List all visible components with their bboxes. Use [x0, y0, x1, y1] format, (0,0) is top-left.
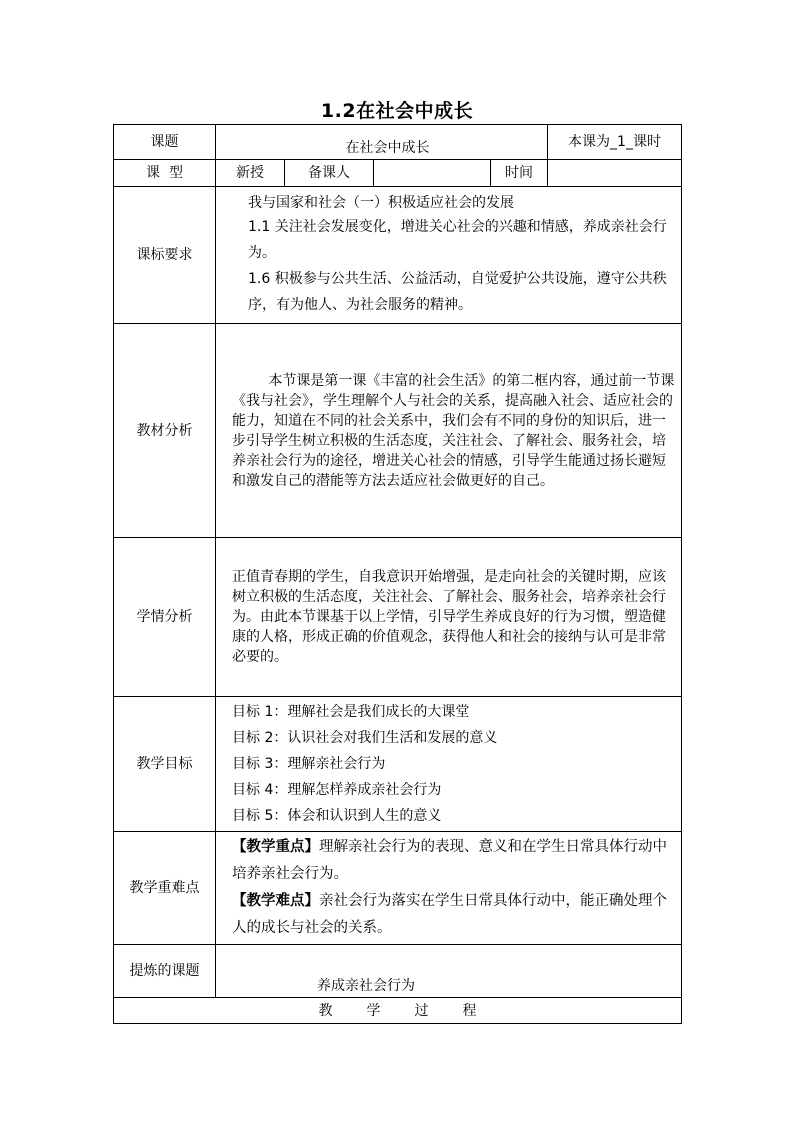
goal-item: 目标 3：理解亲社会行为: [232, 756, 386, 772]
difficult-point-tag: 【教学难点】: [232, 893, 319, 909]
type-row: [114, 160, 682, 187]
preparer-label: 备课人: [285, 160, 374, 187]
type-label: 课 型: [114, 160, 216, 187]
goal-item: 目标 2：认识社会对我们生活和发展的意义: [232, 730, 498, 746]
goal-item: 目标 1：理解社会是我们成长的大课堂: [232, 704, 470, 720]
topic-label: 课题: [114, 125, 216, 160]
standards-item: 1.6 积极参与公共生活、公益活动，自觉爱护公共设施，遵守公共秩序，有为他人、为社会服务的精神。: [248, 271, 667, 313]
standards-label: 课标要求: [114, 187, 216, 324]
standards-item: 1.1 关注社会发展变化，增进关心社会的兴趣和情感，养成亲社会行为。: [248, 219, 667, 261]
goal-item: 目标 4：理解怎样养成亲社会行为: [232, 782, 442, 798]
goal-item: 目标 5：体会和认识到人生的意义: [232, 808, 442, 824]
type-value: 新授: [216, 160, 285, 187]
refined-topic-label: 提炼的课题: [114, 945, 216, 998]
key-point-text: 理解亲社会行为的表现、意义和在学生日常具体行动中培养亲社会行为。: [232, 839, 667, 882]
goals-row: [114, 697, 682, 832]
preparer-value: [374, 160, 491, 187]
lesson-plan-table: [113, 124, 682, 1024]
students-text: 正值青春期的学生，自我意识开始增强，是走向社会的关键时期，应该树立积极的生活态度，关注社会、了解社会、服务社会，培养亲社会行为。由此本节课基于以上学情，引导学生养成良好的行为习惯，塑造健康的人格，形成正确的价值观念，获得他人和社会的接纳与认可是非常必要的。: [216, 538, 682, 697]
page-title: 1.2在社会中成长: [320, 100, 474, 122]
topic-row: [114, 125, 682, 160]
material-row: [114, 324, 682, 538]
topic-value: 在社会中成长: [216, 125, 548, 160]
material-label: 教材分析: [114, 324, 216, 538]
goals-label: 教学目标: [114, 697, 216, 832]
students-row: [114, 538, 682, 697]
material-text: 本节课是第一课《丰富的社会生活》的第二框内容，通过前一节课《我与社会》，学生理解个人与社会的关系，提高融入社会、适应社会的能力，知道在不同的社会关系中，我们会有不同的身份的知识后，进一步引导学生树立积极的生活态度，关注社会、了解社会、服务社会，培养亲社会行为的途径，增进关心社会的情感，引导学生能通过扬长避短和激发自己的潜能等方法去适应社会做更好的自己。: [216, 324, 682, 538]
key-point-tag: 【教学重点】: [232, 839, 319, 855]
key-points-row: [114, 832, 682, 945]
process-heading: 教学过程: [114, 998, 682, 1024]
key-points-label: 教学重难点: [114, 832, 216, 945]
difficult-point-text: 亲社会行为落实在学生日常具体行动中，能正确处理个人的成长与社会的关系。: [232, 893, 667, 936]
refined-topic-value: 养成亲社会行为: [216, 945, 682, 998]
students-label: 学情分析: [114, 538, 216, 697]
time-label: 时间: [491, 160, 548, 187]
standards-row: [114, 187, 682, 324]
class-period: 本课为_1_课时: [548, 125, 682, 160]
refined-topic-row: [114, 945, 682, 998]
time-value: [548, 160, 682, 187]
process-row: [114, 998, 682, 1024]
standards-heading: 我与国家和社会（一）积极适应社会的发展: [248, 195, 514, 211]
